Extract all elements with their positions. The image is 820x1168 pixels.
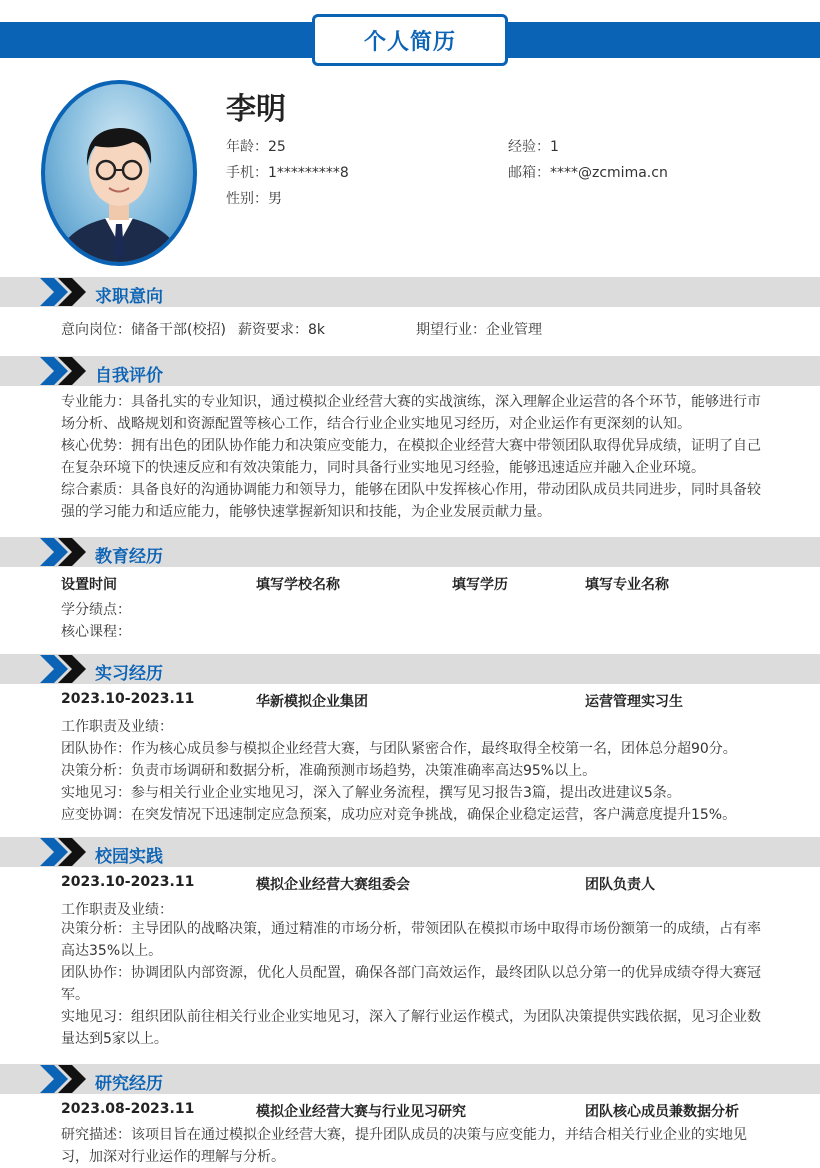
section-header-campus — [0, 837, 820, 867]
title-box — [312, 14, 508, 66]
experience-field — [508, 136, 559, 156]
campus-row — [61, 874, 801, 894]
research-description: 研究描述：该项目旨在通过模拟企业经营大赛，提升团队成员的决策与应变能力，并结合相关行业企业的实地见习，加深对行业运作的理解与分析。 — [61, 1127, 747, 1165]
research-role: 团队核心成员兼数据分析 — [585, 1104, 739, 1120]
campus-org: 模拟企业经营大赛组委会 — [256, 877, 410, 893]
internship-org: 华新模拟企业集团 — [256, 694, 368, 710]
gender-value: 男 — [268, 191, 282, 207]
internship-row — [61, 691, 801, 711]
internship-role: 运营管理实习生 — [585, 694, 683, 710]
double-chevron-icon — [40, 357, 90, 385]
double-chevron-icon — [40, 838, 90, 866]
research-row — [61, 1101, 801, 1121]
double-chevron-icon — [40, 538, 90, 566]
education-time: 设置时间 — [61, 577, 117, 593]
section-title: 研究经历 — [95, 1074, 163, 1094]
section-header-self-eval — [0, 356, 820, 386]
avatar — [41, 80, 197, 266]
intent-salary: 薪资要求：8k — [238, 322, 326, 338]
internship-item: 实地见习：参与相关行业企业实地见习，深入了解业务流程，撰写见习报告3篇，提出改进建议5条。 — [61, 785, 681, 801]
section-header-job-intent — [0, 277, 820, 307]
research-time: 2023.08-2023.11 — [61, 1101, 195, 1117]
double-chevron-icon — [40, 655, 90, 683]
gender-field — [226, 188, 282, 208]
internship-time: 2023.10-2023.11 — [61, 691, 195, 707]
person-name: 李明 — [226, 92, 286, 127]
email-value: ****@zcmima.cn — [550, 165, 668, 181]
age-value: 25 — [268, 139, 286, 155]
campus-duty-label: 工作职责及业绩： — [61, 902, 173, 918]
education-row — [61, 574, 801, 594]
section-header-internship — [0, 654, 820, 684]
self-eval-item: 综合素质：具备良好的沟通协调能力和领导力，能够在团队中发挥核心作用，带动团队成员共同进步，同时具备较强的学习能力和适应能力，能够快速掌握新知识和技能，为企业发展贡献力量。 — [61, 482, 761, 520]
education-courses-label: 核心课程： — [61, 624, 131, 640]
internship-item: 应变协调：在突发情况下迅速制定应急预案，成功应对竞争挑战，确保企业稳定运营，客户满意度提升15%。 — [61, 807, 737, 823]
education-degree: 填写学历 — [452, 577, 508, 593]
campus-item: 实地见习：组织团队前往相关行业企业实地见习，深入了解行业运作模式，为团队决策提供实践依据，见习企业数量达到5家以上。 — [61, 1009, 761, 1047]
education-gpa-label: 学分绩点： — [61, 602, 131, 618]
education-major: 填写专业名称 — [585, 577, 669, 593]
intent-industry: 期望行业：企业管理 — [416, 322, 542, 338]
email-label: 邮箱： — [508, 165, 550, 181]
phone-field — [226, 162, 349, 182]
section-title: 校园实践 — [95, 847, 163, 867]
age-field — [226, 136, 286, 156]
campus-role: 团队负责人 — [585, 877, 655, 893]
campus-item: 决策分析：主导团队的战略决策，通过精准的市场分析，带领团队在模拟市场中取得市场份额第一的成绩，占有率高达35%以上。 — [61, 921, 761, 959]
self-eval-item: 核心优势：拥有出色的团队协作能力和决策应变能力，在模拟企业经营大赛中带领团队取得优异成绩，证明了自己在复杂环境下的快速反应和有效决策能力，同时具备行业实地见习经验，能够迅速适应并融入企业环境。 — [61, 438, 761, 476]
experience-label: 经验： — [508, 139, 550, 155]
portrait-image — [45, 84, 193, 262]
experience-value: 1 — [550, 139, 559, 155]
education-school: 填写学校名称 — [256, 577, 340, 593]
self-eval-item: 专业能力：具备扎实的专业知识，通过模拟企业经营大赛的实战演练，深入理解企业运营的各个环节，能够进行市场分析、战略规划和资源配置等核心工作，结合行业企业实地见习经历，对企业运作有更深刻的认知。 — [61, 394, 761, 432]
double-chevron-icon — [40, 278, 90, 306]
internship-item: 决策分析：负责市场调研和数据分析，准确预测市场趋势，决策准确率高达95%以上。 — [61, 763, 597, 779]
section-header-education — [0, 537, 820, 567]
section-title: 实习经历 — [95, 664, 163, 684]
campus-item: 团队协作：协调团队内部资源，优化人员配置，确保各部门高效运作，最终团队以总分第一的优异成绩夺得大赛冠军。 — [61, 965, 761, 1003]
intent-position: 意向岗位：储备干部(校招) — [61, 322, 226, 338]
double-chevron-icon — [40, 1065, 90, 1093]
section-title: 自我评价 — [95, 366, 163, 386]
phone-value: 1*********8 — [268, 165, 349, 181]
section-title: 求职意向 — [95, 287, 163, 307]
age-label: 年龄： — [226, 139, 268, 155]
internship-item: 团队协作：作为核心成员参与模拟企业经营大赛，与团队紧密合作，最终取得全校第一名，团体总分超90分。 — [61, 741, 737, 757]
phone-label: 手机： — [226, 165, 268, 181]
research-project: 模拟企业经营大赛与行业见习研究 — [256, 1104, 466, 1120]
resume-title: 个人简历 — [363, 29, 456, 55]
section-title: 教育经历 — [95, 547, 163, 567]
email-field — [508, 162, 668, 182]
section-header-research — [0, 1064, 820, 1094]
campus-time: 2023.10-2023.11 — [61, 874, 195, 890]
internship-duty-label: 工作职责及业绩： — [61, 719, 173, 735]
gender-label: 性别： — [226, 191, 268, 207]
